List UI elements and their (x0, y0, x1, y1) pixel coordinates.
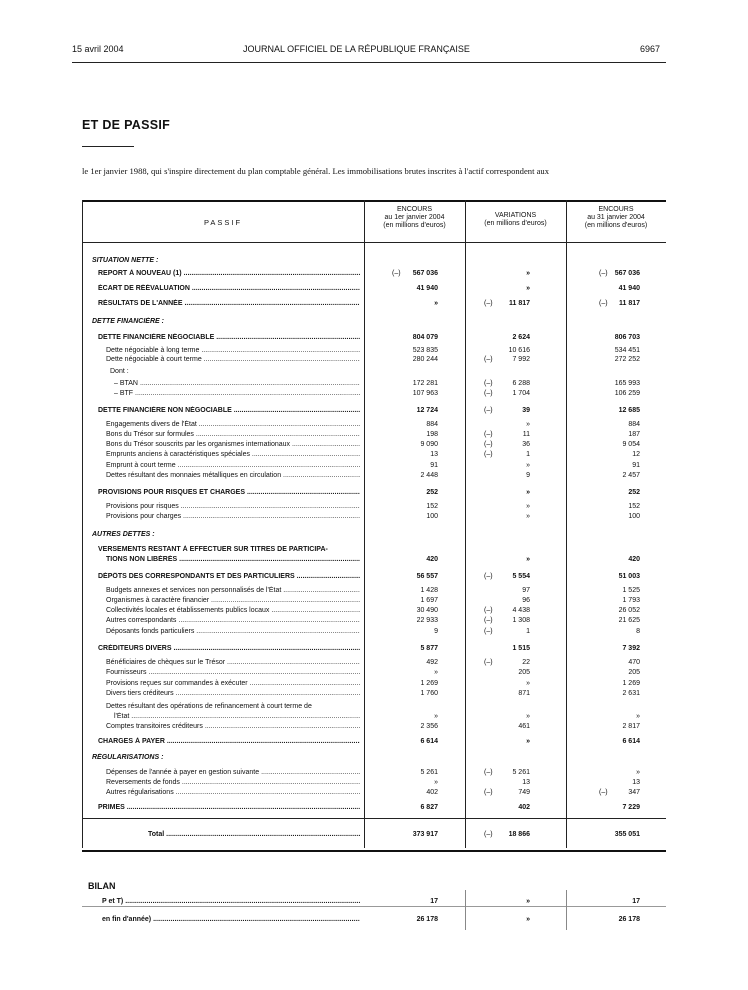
section-title: ET DE PASSIF (82, 118, 171, 132)
cell-value-v3: 205 (628, 669, 640, 676)
cell-value-v2: 36 (522, 441, 530, 448)
column-divider-1 (364, 200, 365, 848)
row-label: Emprunt à court terme ..... (106, 461, 360, 471)
cell-value-v2: » (526, 738, 530, 745)
column-header-text: (en millions d'euros) (383, 222, 446, 229)
cell-value-v1: 2 448 (420, 472, 438, 479)
cell-value-v1: 567 036 (412, 270, 438, 277)
cell-value-v1: 26 178 (416, 916, 438, 923)
cell-value-v2: 461 (518, 723, 530, 730)
cell-value-v1: 5 261 (420, 769, 438, 776)
cell-value-v1: 91 (430, 462, 438, 469)
table-row (0, 830, 748, 840)
cell-value-v1: 523 835 (412, 347, 438, 354)
cell-value-v2: » (526, 513, 530, 520)
table-row (0, 471, 748, 481)
row-label: DETTE FINANCIÈRE NÉGOCIABLE ..... (98, 333, 360, 343)
table-row (0, 572, 748, 582)
row-label: Dettes résultant des monnaies métalliques en circulation ..... (106, 471, 360, 481)
cell-value-v2: 2 624 (512, 334, 530, 341)
cell-value-v1: 884 (426, 421, 438, 428)
cell-sign-v2: (–) (484, 431, 493, 438)
table-row (0, 737, 748, 747)
row-label: TIONS NON LIBÉRÉS ..... (106, 555, 360, 565)
row-label: Bénéficiaires de chèques sur le Trésor ..... (106, 658, 360, 668)
cell-value-v1: » (434, 713, 438, 720)
table-row (0, 284, 748, 294)
table-row (0, 461, 748, 471)
cell-value-v1: 22 933 (416, 617, 438, 624)
intro-paragraph: le 1er janvier 1988, qui s'inspire directement du plan comptable général. Les immobilisations brutes inscrites à l'actif correspondent aux (82, 166, 550, 176)
column-header-text: (en millions d'euros) (484, 220, 547, 227)
cell-value-v3: 100 (628, 513, 640, 520)
table-row (0, 406, 748, 416)
cell-sign-v2: (–) (484, 300, 493, 307)
table-row (0, 689, 748, 699)
cell-value-v2: 97 (522, 587, 530, 594)
cell-value-v1: » (434, 669, 438, 676)
cell-sign-v2: (–) (484, 659, 493, 666)
cell-value-v3: 21 625 (618, 617, 640, 624)
table-row (0, 299, 748, 309)
cell-value-v3: 806 703 (614, 334, 640, 341)
table-row (0, 915, 748, 925)
table-row (0, 355, 748, 365)
row-label: AUTRES DETTES : (92, 531, 155, 538)
table-row (0, 644, 748, 654)
cell-value-v1: 1 697 (420, 597, 438, 604)
cell-value-v3: » (636, 713, 640, 720)
cell-value-v2: » (526, 462, 530, 469)
table-row (0, 269, 748, 279)
cell-sign-v2: (–) (484, 390, 493, 397)
cell-value-v3: 165 993 (614, 380, 640, 387)
cell-value-v2: 1 (526, 628, 530, 635)
table-row (0, 420, 748, 430)
table-row (0, 545, 748, 555)
table-row (0, 712, 748, 722)
cell-value-v3: 41 940 (618, 285, 640, 292)
row-label: REPORT À NOUVEAU (1) ..... (98, 269, 360, 279)
cell-value-v2: 13 (522, 779, 530, 786)
row-label: Provisions pour risques ..... (106, 502, 360, 512)
row-label: – BTF ..... (114, 389, 360, 399)
cell-value-v1: 1 428 (420, 587, 438, 594)
table-row (0, 679, 748, 689)
row-label: Dettes résultant des opérations de refinancement à court terme de (106, 703, 312, 710)
cell-value-v1: 30 490 (416, 607, 438, 614)
row-label: CRÉDITEURS DIVERS ..... (98, 644, 360, 654)
cell-value-v2: » (526, 421, 530, 428)
cell-value-v2: » (526, 489, 530, 496)
cell-sign-v1: (–) (392, 270, 401, 277)
table-row (0, 897, 748, 907)
row-label: Bons du Trésor souscrits par les organismes internationaux ..... (106, 440, 360, 450)
row-label: Dépenses de l'année à payer en gestion suivante ..... (106, 768, 360, 778)
table-row (0, 333, 748, 343)
cell-sign-v2: (–) (484, 607, 493, 614)
cell-sign-v2: (–) (484, 451, 493, 458)
cell-value-v2: 5 554 (512, 573, 530, 580)
row-label: Budgets annexes et services non personnalisés de l'État ..... (106, 586, 360, 596)
cell-value-v3: 1 269 (622, 680, 640, 687)
cell-value-v2: 7 992 (512, 356, 530, 363)
table-row (0, 555, 748, 565)
cell-value-v2: 749 (518, 789, 530, 796)
cell-sign-v2: (–) (484, 380, 493, 387)
cell-value-v2: 39 (522, 407, 530, 414)
cell-value-v2: 1 308 (512, 617, 530, 624)
cell-value-v1: 172 281 (412, 380, 438, 387)
cell-value-v3: 152 (628, 503, 640, 510)
cell-value-v3: 272 252 (614, 356, 640, 363)
column-header-variations (465, 212, 566, 228)
cell-value-v2: » (526, 916, 530, 923)
cell-value-v1: 280 244 (412, 356, 438, 363)
row-label: Collectivités locales et établissements publics locaux ..... (106, 606, 360, 616)
table-row (0, 450, 748, 460)
column-divider-2 (465, 200, 466, 848)
cell-sign-v2: (–) (484, 628, 493, 635)
cell-value-v3: 17 (632, 898, 640, 905)
cell-value-v2: » (526, 680, 530, 687)
row-label: Total ..... (148, 830, 360, 840)
cell-value-v2: 11 (522, 431, 530, 438)
cell-value-v3: 420 (628, 556, 640, 563)
cell-value-v1: 17 (430, 898, 438, 905)
table-row (0, 367, 748, 377)
table-row (0, 722, 748, 732)
row-label: Provisions pour charges ..... (106, 512, 360, 522)
column-divider-3 (566, 200, 567, 848)
cell-value-v1: 107 963 (412, 390, 438, 397)
row-label: DETTE FINANCIÈRE NON NÉGOCIABLE ..... (98, 406, 360, 416)
cell-value-v2: 6 288 (512, 380, 530, 387)
cell-value-v3: 187 (628, 431, 640, 438)
cell-value-v1: 9 (434, 628, 438, 635)
cell-value-v1: 13 (430, 451, 438, 458)
cell-value-v1: 9 090 (420, 441, 438, 448)
table-row (0, 389, 748, 399)
row-label: Autres correspondants ..... (106, 616, 360, 626)
cell-value-v2: 10 616 (508, 347, 530, 354)
total-row-rule (82, 818, 666, 819)
cell-value-v2: 18 866 (508, 831, 530, 838)
row-label: CHARGES À PAYER ..... (98, 737, 360, 747)
header-row-rule (82, 242, 666, 243)
table-row (0, 768, 748, 778)
column-header-text: au 1er janvier 2004 (384, 214, 445, 221)
cell-value-v1: 420 (426, 556, 438, 563)
table-row (0, 488, 748, 498)
cell-value-v2: » (526, 270, 530, 277)
table-left-border (82, 200, 83, 848)
table-row (0, 256, 748, 266)
cell-value-v3: 252 (628, 489, 640, 496)
cell-value-v1: 56 557 (416, 573, 438, 580)
column-header-text: VARIATIONS (494, 212, 537, 219)
cell-value-v1: 6 614 (420, 738, 438, 745)
cell-value-v1: 198 (426, 431, 438, 438)
cell-value-v3: » (636, 769, 640, 776)
cell-value-v1: 373 917 (412, 831, 438, 838)
cell-value-v3: 12 685 (618, 407, 640, 414)
cell-value-v3: 11 817 (618, 300, 640, 307)
cell-value-v3: 7 392 (622, 645, 640, 652)
cell-value-v1: » (434, 779, 438, 786)
cell-value-v2: » (526, 285, 530, 292)
bilan-title: BILAN (88, 881, 116, 891)
table-row (0, 753, 748, 763)
header-journal-title: JOURNAL OFFICIEL DE LA RÉPUBLIQUE FRANÇAISE (243, 44, 470, 54)
cell-value-v1: 2 356 (420, 723, 438, 730)
cell-value-v2: 22 (522, 659, 530, 666)
cell-value-v1: 41 940 (416, 285, 438, 292)
cell-value-v2: 205 (518, 669, 530, 676)
cell-value-v3: 106 259 (614, 390, 640, 397)
cell-value-v2: 871 (518, 690, 530, 697)
cell-value-v3: 91 (632, 462, 640, 469)
row-label: ÉCART DE RÉÉVALUATION ..... (98, 284, 360, 294)
row-label: SITUATION NETTE : (92, 257, 159, 264)
cell-value-v3: 470 (628, 659, 640, 666)
cell-value-v2: 1 704 (512, 390, 530, 397)
cell-value-v3: 13 (632, 779, 640, 786)
row-label: Comptes transitoires créditeurs ..... (106, 722, 360, 732)
table-row (0, 803, 748, 813)
column-header-text: ENCOURS (598, 206, 634, 213)
cell-value-v3: 6 614 (622, 738, 640, 745)
cell-value-v2: » (526, 898, 530, 905)
table-row (0, 512, 748, 522)
cell-value-v1: 402 (426, 789, 438, 796)
cell-value-v2: 5 261 (512, 769, 530, 776)
row-label: Dette négociable à court terme ..... (106, 355, 360, 365)
table-row (0, 440, 748, 450)
cell-sign-v2: (–) (484, 356, 493, 363)
row-label: RÉGULARISATIONS : (92, 754, 164, 761)
row-label: Engagements divers de l'État ..... (106, 420, 360, 430)
cell-value-v3: 567 036 (614, 270, 640, 277)
cell-value-v2: 1 (526, 451, 530, 458)
row-label: VERSEMENTS RESTANT À EFFECTUER SUR TITRES DE PARTICIPA- (98, 546, 328, 553)
cell-sign-v2: (–) (484, 441, 493, 448)
cell-value-v2: 402 (518, 804, 530, 811)
cell-value-v3: 8 (636, 628, 640, 635)
header-rule (72, 62, 666, 63)
table-row (0, 606, 748, 616)
cell-sign-v2: (–) (484, 789, 493, 796)
header-page-number: 6967 (640, 44, 661, 54)
cell-value-v3: 7 229 (622, 804, 640, 811)
cell-value-v1: » (434, 300, 438, 307)
row-label: PROVISIONS POUR RISQUES ET CHARGES ..... (98, 488, 360, 498)
row-label: – BTAN ..... (114, 379, 360, 389)
table-row (0, 379, 748, 389)
header-date: 15 avril 2004 (72, 44, 124, 54)
table-row (0, 616, 748, 626)
cell-value-v3: 355 051 (614, 831, 640, 838)
cell-value-v1: 6 827 (420, 804, 438, 811)
cell-value-v2: 1 515 (512, 645, 530, 652)
row-label: Dette négociable à long terme ..... (106, 346, 360, 356)
row-label: DETTE FINANCIÈRE : (92, 318, 164, 325)
column-header-passif: PASSIF (203, 218, 243, 227)
column-header-text: ENCOURS (396, 206, 432, 213)
table-row (0, 778, 748, 788)
column-header-text: (en millions d'euros) (584, 222, 648, 229)
column-header-text: au 31 janvier 2004 (587, 214, 645, 221)
cell-sign-v2: (–) (484, 573, 493, 580)
table-row (0, 586, 748, 596)
cell-value-v1: 100 (426, 513, 438, 520)
row-label: P et T) ..... (102, 897, 360, 907)
cell-value-v3: 26 052 (618, 607, 640, 614)
table-row (0, 627, 748, 637)
cell-value-v1: 5 877 (420, 645, 438, 652)
cell-value-v2: 11 817 (508, 300, 530, 307)
row-label: Déposants fonds particuliers ..... (106, 627, 360, 637)
cell-value-v3: 9 054 (622, 441, 640, 448)
cell-value-v3: 26 178 (618, 916, 640, 923)
cell-value-v3: 2 817 (622, 723, 640, 730)
column-header-encours-start (364, 206, 465, 230)
row-label: Dont : (110, 368, 129, 375)
row-label: Organismes à caractère financier ..... (106, 596, 360, 606)
cell-value-v3: 884 (628, 421, 640, 428)
cell-sign-v2: (–) (484, 831, 493, 838)
cell-value-v3: 51 003 (618, 573, 640, 580)
cell-value-v2: 4 438 (512, 607, 530, 614)
cell-sign-v3: (–) (599, 789, 608, 796)
row-label: Autres régularisations ..... (106, 788, 360, 798)
table-row (0, 502, 748, 512)
table-row (0, 702, 748, 712)
cell-value-v2: » (526, 713, 530, 720)
table-row (0, 658, 748, 668)
row-label: l'État ..... (114, 712, 360, 722)
table-row (0, 317, 748, 327)
cell-sign-v3: (–) (599, 300, 608, 307)
table-row (0, 530, 748, 540)
cell-value-v1: 152 (426, 503, 438, 510)
cell-value-v3: 2 631 (622, 690, 640, 697)
cell-value-v1: 804 079 (412, 334, 438, 341)
row-label: Emprunts anciens à caractéristiques spéciales ..... (106, 450, 360, 460)
cell-value-v1: 12 724 (416, 407, 438, 414)
cell-sign-v2: (–) (484, 407, 493, 414)
table-row (0, 430, 748, 440)
row-label: Reversements de fonds ..... (106, 778, 360, 788)
cell-value-v3: 1 525 (622, 587, 640, 594)
cell-sign-v2: (–) (484, 769, 493, 776)
cell-value-v3: 2 457 (622, 472, 640, 479)
cell-sign-v3: (–) (599, 270, 608, 277)
cell-value-v1: 252 (426, 489, 438, 496)
cell-value-v1: 1 760 (420, 690, 438, 697)
row-label: Fournisseurs ..... (106, 668, 360, 678)
cell-sign-v2: (–) (484, 617, 493, 624)
row-label: Divers tiers créditeurs ..... (106, 689, 360, 699)
row-label: en fin d'année) ..... (102, 915, 360, 925)
column-header-encours-end (566, 206, 666, 230)
cell-value-v2: » (526, 556, 530, 563)
table-row (0, 668, 748, 678)
row-label: PRIMES ..... (98, 803, 360, 813)
cell-value-v1: 492 (426, 659, 438, 666)
cell-value-v2: 9 (526, 472, 530, 479)
row-label: RÉSULTATS DE L'ANNÉE ..... (98, 299, 360, 309)
row-label: Provisions reçues sur commandes à exécuter ..... (106, 679, 360, 689)
table-row (0, 596, 748, 606)
cell-value-v3: 1 793 (622, 597, 640, 604)
cell-value-v2: » (526, 503, 530, 510)
cell-value-v3: 12 (632, 451, 640, 458)
row-label: Bons du Trésor sur formules ..... (106, 430, 360, 440)
title-underline (82, 146, 134, 147)
cell-value-v3: 347 (628, 789, 640, 796)
cell-value-v1: 1 269 (420, 680, 438, 687)
row-label: DÉPÔTS DES CORRESPONDANTS ET DES PARTICULIERS ..... (98, 572, 360, 582)
cell-value-v2: 96 (522, 597, 530, 604)
cell-value-v3: 534 451 (614, 347, 640, 354)
table-row (0, 788, 748, 798)
